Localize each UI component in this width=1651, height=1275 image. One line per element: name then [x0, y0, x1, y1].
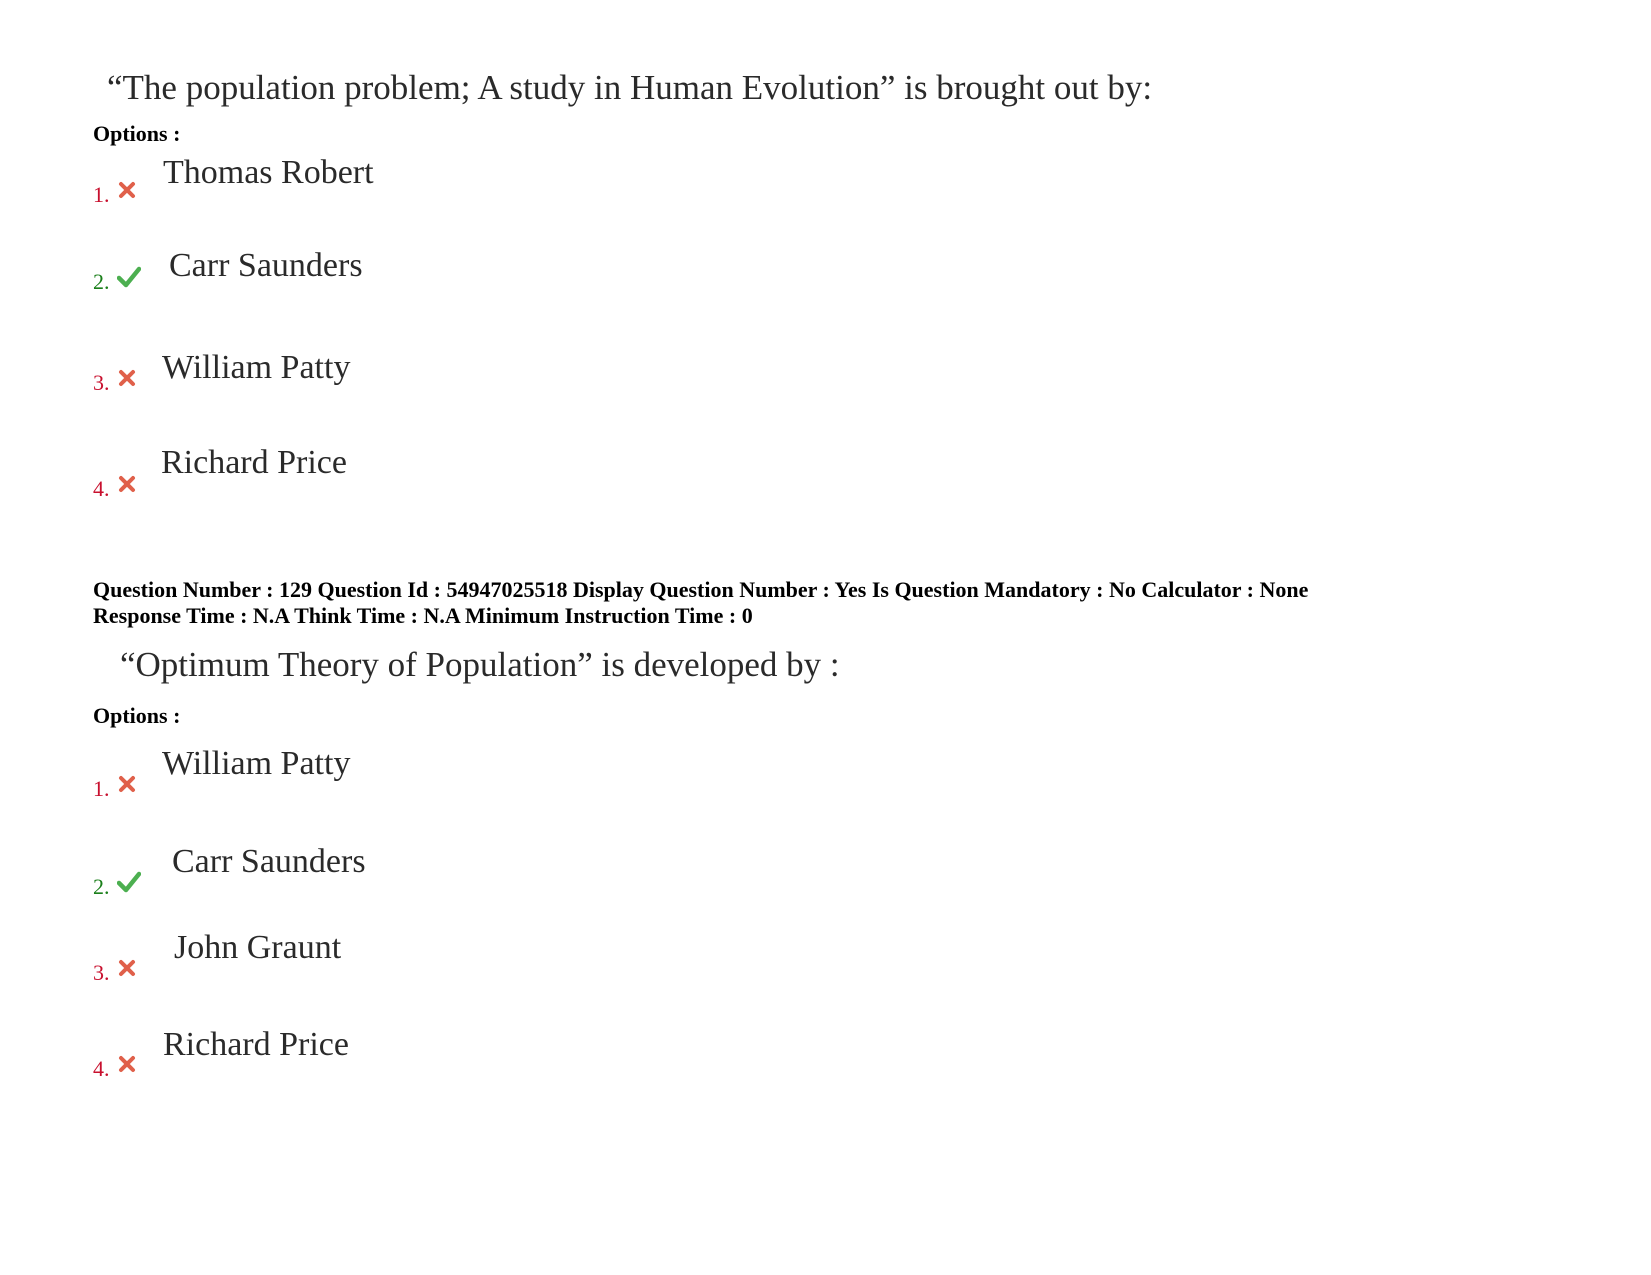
question-text: “Optimum Theory of Population” is developed by : — [120, 645, 840, 684]
option-text: Carr Saunders — [169, 247, 363, 284]
option-number: 3. — [93, 960, 110, 985]
cross-icon — [118, 959, 136, 977]
option-number: 4. — [93, 476, 110, 501]
question-meta-line-1: Question Number : 129 Question Id : 54947025518 Display Question Number : Yes Is Question Mandatory : No Calculator : None — [93, 577, 1309, 602]
cross-icon — [118, 1055, 136, 1073]
check-icon — [117, 871, 141, 893]
option-text: John Graunt — [174, 929, 342, 966]
option-text: Carr Saunders — [172, 843, 366, 880]
option-number: 2. — [93, 874, 110, 899]
option-number: 1. — [93, 182, 110, 207]
option-number: 1. — [93, 776, 110, 801]
cross-icon — [118, 475, 136, 493]
cross-icon — [118, 181, 136, 199]
option-text: William Patty — [162, 349, 351, 386]
cross-icon — [118, 775, 136, 793]
option-text: William Patty — [162, 745, 351, 782]
options-label: Options : — [93, 121, 181, 146]
cross-icon — [118, 369, 136, 387]
question-text: “The population problem; A study in Human Evolution” is brought out by: — [107, 68, 1153, 107]
question-meta-line-2: Response Time : N.A Think Time : N.A Minimum Instruction Time : 0 — [93, 603, 753, 628]
option-number: 2. — [93, 269, 110, 294]
option-text: Thomas Robert — [163, 154, 374, 191]
option-number: 3. — [93, 370, 110, 395]
check-icon — [117, 266, 141, 288]
options-label: Options : — [93, 703, 181, 728]
option-text: Richard Price — [161, 444, 347, 481]
option-number: 4. — [93, 1056, 110, 1081]
option-text: Richard Price — [163, 1026, 349, 1063]
